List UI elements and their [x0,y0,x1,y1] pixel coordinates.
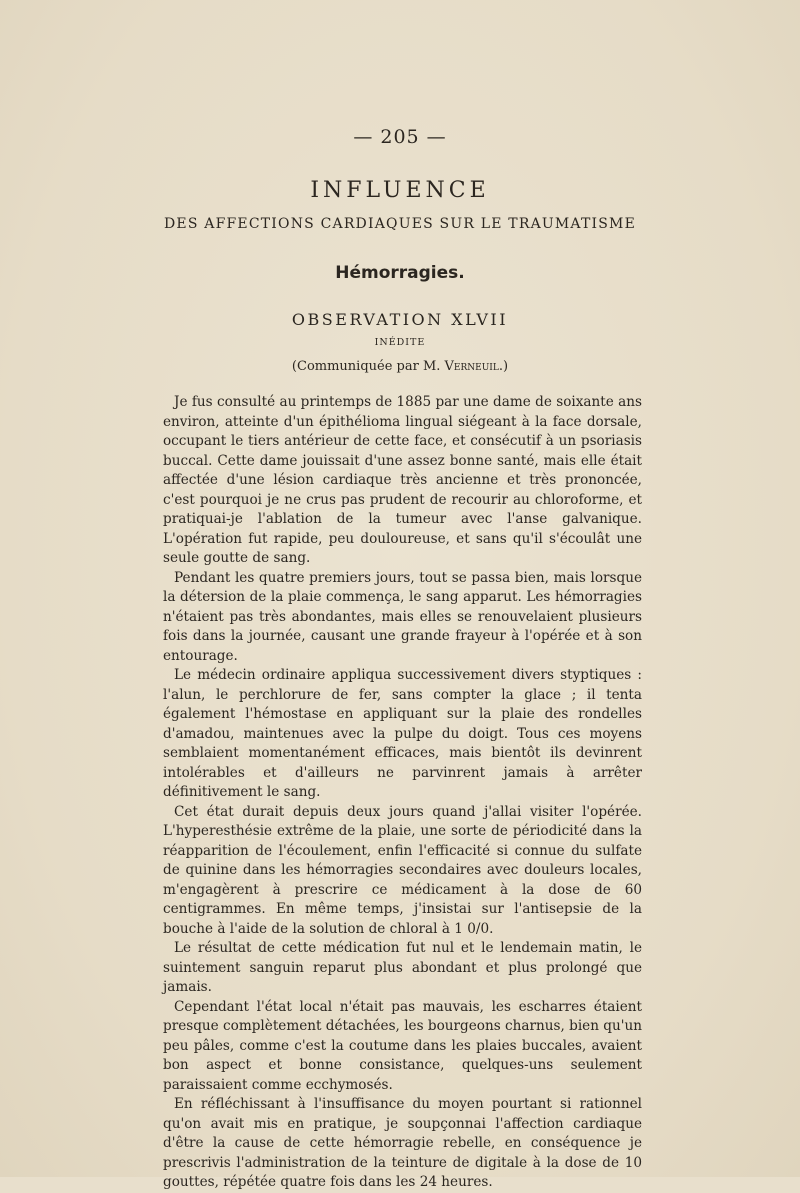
observation-credit [0,359,800,374]
body-text [163,393,642,1193]
credit-name: Verneuil [444,359,499,374]
paragraph: Le médecin ordinaire appliqua successivement divers styptiques : l'alun, le perchlorure de fer, sans compter la glace ; il tenta également l'hémostase en appliquant sur la plaie des rondelles d'amadou, maintenues avec la pulpe du doigt. Tous ces moyens semblaient momentanément efficaces, mais bientôt ils devinrent intolérables et d'ailleurs ne parvinrent jamais à arrêter définitivement le sang. [163,667,642,800]
chapter-subtitle: DES AFFECTIONS CARDIAQUES SUR LE TRAUMATISME [164,216,636,232]
observation-title: OBSERVATION XLVII [291,310,509,329]
page-number: — 205 — [353,126,447,148]
paragraph: Je fus consulté au printemps de 1885 par une dame de soixante ans environ, atteinte d'un épithélioma lingual siégeant à la face dorsale, occupant le tiers antérieur de cette face, et consécutif à un psoriasis buccal. Cette dame jouissait d'une assez bonne santé, mais elle était affectée d'une lésion cardiaque très ancienne et très prononcée, c'est pourquoi je ne crus pas prudent de recourir au chloroforme, et pratiquai-je l'ablation de la tumeur avec l'anse galvanique. L'opération fut rapide, peu douloureuse, et sans qu'il s'écoulât une seule goutte de sang. [163,394,642,566]
observation-status: INÉDITE [374,337,426,348]
credit-suffix: .) [498,359,509,374]
chapter-title: INFLUENCE [310,178,490,203]
paragraph: Cependant l'état local n'était pas mauvais, les escharres étaient presque complètement détachées, les bourgeons charnus, bien qu'un peu pâles, comme c'est la coutume dans les plaies buccales, avaient bon aspect et bonne consistance, quelques-uns seulement paraissaient comme ecchymosés. [163,998,642,1093]
credit-prefix: (Communiquée par M. [291,359,445,374]
paragraph: Pendant les quatre premiers jours, tout se passa bien, mais lorsque la détersion de la plaie commença, le sang apparut. Les hémorragies n'étaient pas très abondantes, mais elles se renouvelaient plusieurs fois dans la journée, causant une grande frayeur à l'opérée et à son entourage. [163,569,642,664]
paragraph: Le résultat de cette médication fut nul et le lendemain matin, le suintement sanguin reparut plus abondant et plus prolongé que jamais. [163,940,642,995]
paragraph: En réfléchissant à l'insuffisance du moyen pourtant si rationnel qu'on avait mis en pratique, je soupçonnai l'affection cardiaque d'être la cause de cette hémorragie rebelle, en conséquence je prescrivis l'administration de la teinture de digitale à la dose de 10 gouttes, répétée quatre fois dans les 24 heures. [163,1096,642,1190]
paragraph: Cet état durait depuis deux jours quand j'allai visiter l'opérée. L'hyperesthésie extrême de la plaie, une sorte de périodicité dans la réapparition de l'écoulement, enfin l'efficacité si connue du sulfate de quinine dans les hémorragies secondaires avec douleurs locales, m'engagèrent à prescrire ce médicament à la dose de 60 centigrammes. En même temps, j'insistai sur l'antisepsie de la bouche à l'aide de la solution de chloral à 1 0/0. [163,803,642,937]
section-heading: Hémorragies. [335,263,465,283]
